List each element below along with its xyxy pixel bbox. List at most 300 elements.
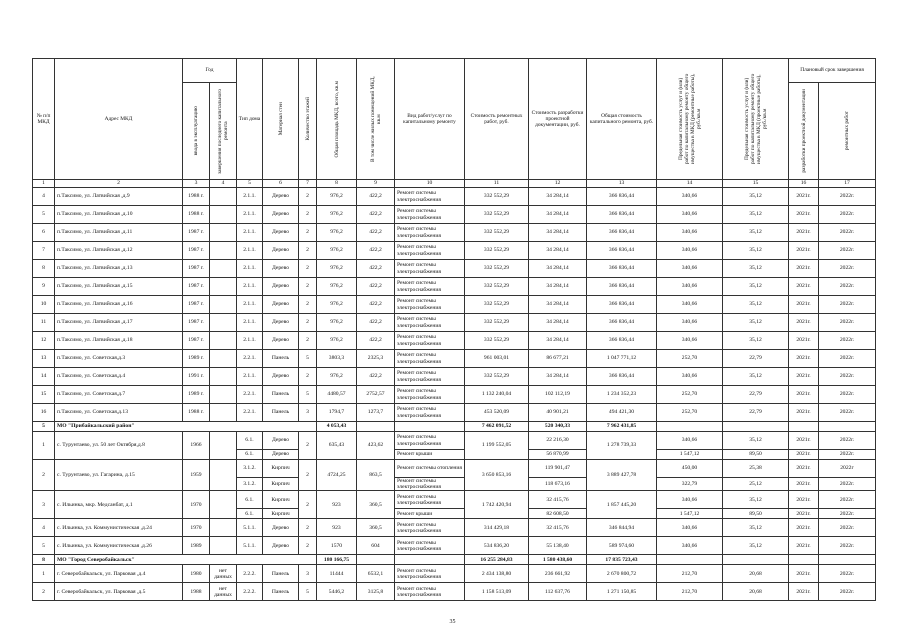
limit-cost-2: 35,12 [723, 260, 789, 278]
row-number: 5 [33, 537, 55, 555]
column-number: 15 [723, 180, 789, 188]
address: п.Таксимо, ул. Латвийская ,д.18 [55, 332, 183, 350]
row-number: 1 [33, 565, 55, 583]
address: п.Таксимо, ул. Советская,д.7 [55, 386, 183, 404]
year-last-repair [210, 386, 237, 404]
year-last-repair [210, 350, 237, 368]
table-cell [210, 432, 237, 460]
total-area: 4724,25 [317, 460, 357, 491]
table-row [33, 537, 876, 555]
year-built: 1989 г. [183, 386, 210, 404]
work-type: Ремонт системы электроснабжения [395, 432, 465, 450]
subtotal-name: МО "Город Северобайкальск" [55, 555, 317, 565]
plan-design: 2021г. [789, 368, 819, 386]
table-body [33, 188, 876, 601]
address: п.Таксимо, ул. Латвийская ,д.10 [55, 206, 183, 224]
plan-repair: 2022г. [819, 350, 876, 368]
address: п.Таксимо, ул. Латвийская ,д.16 [55, 296, 183, 314]
header-repair-cost: Стоимость ремонтных работ, руб. [465, 59, 529, 180]
year-built: 1959 [183, 460, 210, 491]
repair-cost: 332 552,29 [465, 188, 529, 206]
plan-repair: 2022г. [819, 519, 876, 537]
floors: 2 [299, 491, 317, 519]
table-row [33, 314, 876, 332]
house-type: 5.1.1. [237, 519, 263, 537]
living-area: 422,2 [357, 296, 395, 314]
address: п.Таксимо, ул. Латвийская ,д.17 [55, 314, 183, 332]
row-number: 11 [33, 314, 55, 332]
design-cost: 40 901,21 [529, 404, 587, 422]
house-type: 6.1. [237, 509, 263, 519]
floors: 2 [299, 224, 317, 242]
plan-repair: 2022г. [819, 583, 876, 601]
work-type: Ремонт системы электроснабжения [395, 386, 465, 404]
table-cell [657, 422, 723, 432]
row-number: 13 [33, 350, 55, 368]
limit-cost-2: 35,12 [723, 491, 789, 509]
plan-design: 2021г. [789, 386, 819, 404]
repair-cost: 1 158 513,09 [465, 583, 529, 601]
repair-cost: 534 836,20 [465, 537, 529, 555]
work-type: Ремонт системы электроснабжения [395, 491, 465, 509]
table-row [33, 519, 876, 537]
header-house-type: Тип дома [237, 59, 263, 180]
header-floors: Количество этажей [299, 59, 317, 180]
wall-material: Дерево [263, 537, 299, 555]
table-row [33, 555, 876, 565]
total-cost: 366 836,44 [587, 278, 657, 296]
column-number: 10 [395, 180, 465, 188]
subtotal-area: 180 166,75 [317, 555, 357, 565]
table-cell [210, 537, 237, 555]
wall-material: Кирпич [263, 509, 299, 519]
limit-cost: 1 547,12 [657, 509, 723, 519]
plan-design: 2021г. [789, 519, 819, 537]
plan-repair: 2022г. [819, 206, 876, 224]
total-area: 3803,3 [317, 350, 357, 368]
wall-material: Кирпич [263, 478, 299, 491]
table-row [33, 260, 876, 278]
house-type: 2.1.1. [237, 224, 263, 242]
work-type: Ремонт системы электроснабжения [395, 368, 465, 386]
document-table-sheet [32, 58, 875, 601]
address: с. Ильинка, мкр. Медсанбат, д.1 [55, 491, 183, 519]
total-area: 976,2 [317, 260, 357, 278]
house-type: 6.1. [237, 491, 263, 509]
plan-repair: 2022г. [819, 509, 876, 519]
page-number: 35 [449, 619, 456, 625]
header-plan-group: Плановый срок завершения [789, 59, 876, 83]
limit-cost: 252,70 [657, 404, 723, 422]
total-cost: 366 836,44 [587, 188, 657, 206]
total-cost: 1 278 739,33 [587, 432, 657, 460]
limit-cost: 340,66 [657, 491, 723, 509]
house-type: 2.1.1. [237, 188, 263, 206]
column-number: 6 [263, 180, 299, 188]
limit-cost-2: 35,12 [723, 314, 789, 332]
repair-cost: 332 552,29 [465, 296, 529, 314]
header-work-type: Вид работ/услуг по капитальному ремонту [395, 59, 465, 180]
limit-cost: 340,66 [657, 188, 723, 206]
repair-cost: 1 199 552,05 [465, 432, 529, 460]
table-row [33, 422, 876, 432]
row-number: 2 [33, 583, 55, 601]
table-row [33, 432, 876, 450]
living-area: 422,2 [357, 224, 395, 242]
address: г. Северобайкальск, ул. Парковая ,д.5 [55, 583, 183, 601]
wall-material: Дерево [263, 332, 299, 350]
address: п.Таксимо, ул. Латвийская ,д.9 [55, 188, 183, 206]
house-type: 6.1. [237, 450, 263, 460]
column-number: 2 [55, 180, 183, 188]
plan-design: 2021г. [789, 537, 819, 555]
total-area: 923 [317, 491, 357, 519]
living-area: 422,2 [357, 332, 395, 350]
design-cost: 34 284,14 [529, 242, 587, 260]
address: г. Северобайкальск, ул. Парковая ,д.4 [55, 565, 183, 583]
limit-cost: 340,66 [657, 242, 723, 260]
plan-design: 2021г. [789, 432, 819, 450]
column-number: 9 [357, 180, 395, 188]
column-number: 11 [465, 180, 529, 188]
plan-repair: 2022г. [819, 260, 876, 278]
header-wall-material: Материал стен [263, 59, 299, 180]
total-area: 976,2 [317, 332, 357, 350]
year-built: 1970 [183, 519, 210, 537]
house-type: 2.2.1. [237, 404, 263, 422]
subtotal-repair-cost: 7 462 091,52 [465, 422, 529, 432]
table-cell [723, 555, 789, 565]
living-area: 1273,7 [357, 404, 395, 422]
header-year-last-repair: завершения последнего капитального ремонта [210, 83, 237, 180]
plan-design: 2021г. [789, 314, 819, 332]
total-area: 976,2 [317, 206, 357, 224]
subtotal-area: 4 053,43 [317, 422, 357, 432]
floors: 2 [299, 519, 317, 537]
plan-design: 2021г. [789, 224, 819, 242]
year-built: 1987 г. [183, 314, 210, 332]
plan-design: 2021г. [789, 491, 819, 509]
work-type: Ремонт системы электроснабжения [395, 583, 465, 601]
design-cost: 34 284,14 [529, 278, 587, 296]
design-cost: 34 284,14 [529, 314, 587, 332]
design-cost: 236 661,92 [529, 565, 587, 583]
subtotal-name: МО "Прибайкальский район" [55, 422, 317, 432]
address: п.Таксимо, ул. Советская,д.13 [55, 404, 183, 422]
limit-cost: 340,66 [657, 537, 723, 555]
house-type: 2.1.1. [237, 296, 263, 314]
limit-cost-2: 35,12 [723, 368, 789, 386]
column-number: 3 [183, 180, 210, 188]
floors: 2 [299, 260, 317, 278]
table-row [33, 491, 876, 509]
year-built: 1988 [183, 583, 210, 601]
column-number: 13 [587, 180, 657, 188]
limit-cost-2: 89,50 [723, 509, 789, 519]
total-cost: 3 889 427,78 [587, 460, 657, 491]
wall-material: Дерево [263, 368, 299, 386]
design-cost: 82 608,50 [529, 509, 587, 519]
row-number: 4 [33, 188, 55, 206]
plan-design: 2021г. [789, 332, 819, 350]
subtotal-number: 5 [33, 422, 55, 432]
table-cell [395, 555, 465, 565]
living-area: 3125,8 [357, 583, 395, 601]
column-number: 12 [529, 180, 587, 188]
design-cost: 112 637,76 [529, 583, 587, 601]
plan-repair: 2022г. [819, 386, 876, 404]
address: п.Таксимо, ул. Латвийская ,д.12 [55, 242, 183, 260]
house-type: 3.1.2. [237, 460, 263, 478]
floors: 3 [299, 404, 317, 422]
year-built: 1989 г. [183, 350, 210, 368]
limit-cost: 212,70 [657, 583, 723, 601]
plan-repair: 2022г. [819, 332, 876, 350]
limit-cost-2: 22,79 [723, 350, 789, 368]
column-number-row [33, 180, 876, 188]
floors: 2 [299, 206, 317, 224]
plan-design: 2021г. [789, 460, 819, 478]
wall-material: Дерево [263, 224, 299, 242]
limit-cost: 1 547,12 [657, 450, 723, 460]
repair-cost: 332 552,29 [465, 260, 529, 278]
total-cost: 366 836,44 [587, 242, 657, 260]
plan-design: 2021г. [789, 509, 819, 519]
limit-cost: 252,70 [657, 350, 723, 368]
work-type: Ремонт системы электроснабжения [395, 519, 465, 537]
plan-repair: 2022г. [819, 478, 876, 491]
table-row [33, 278, 876, 296]
limit-cost: 340,66 [657, 206, 723, 224]
plan-design: 2021г. [789, 296, 819, 314]
total-cost: 366 836,44 [587, 314, 657, 332]
house-type: 2.1.1. [237, 368, 263, 386]
total-cost: 346 844,94 [587, 519, 657, 537]
table-cell [789, 422, 819, 432]
living-area: 2752,57 [357, 386, 395, 404]
limit-cost-2: 35,12 [723, 537, 789, 555]
table-cell [723, 422, 789, 432]
total-cost: 366 836,44 [587, 224, 657, 242]
living-area: 422,2 [357, 242, 395, 260]
header-year-group: Год [183, 59, 237, 83]
living-area: 422,2 [357, 260, 395, 278]
work-type: Ремонт системы электроснабжения [395, 332, 465, 350]
living-area: 423,62 [357, 432, 395, 460]
floors: 2 [299, 242, 317, 260]
year-last-repair [210, 296, 237, 314]
living-area: 360,5 [357, 491, 395, 519]
limit-cost-2: 35,12 [723, 278, 789, 296]
table-row [33, 565, 876, 583]
plan-repair: 2022г. [819, 278, 876, 296]
row-number: 8 [33, 260, 55, 278]
house-type: 2.1.1. [237, 278, 263, 296]
table-row [33, 224, 876, 242]
living-area: 863,5 [357, 460, 395, 491]
total-area: 976,2 [317, 224, 357, 242]
plan-design: 2021г. [789, 350, 819, 368]
year-built: 1987 г. [183, 278, 210, 296]
header-plan-design: разработки проектной документации [789, 83, 819, 180]
limit-cost: 340,66 [657, 519, 723, 537]
floors: 5 [299, 386, 317, 404]
floors: 2 [299, 314, 317, 332]
limit-cost-2: 35,12 [723, 224, 789, 242]
year-built: 1966 [183, 432, 210, 460]
total-cost: 1 857 445,20 [587, 491, 657, 519]
header-limit-cost: Предельная стоимость услуг и (или) работ по капитальному ремонту общего имущества в МКД (ремонтные работы), руб./кв.м [657, 59, 723, 180]
work-type: Ремонт системы электроснабжения [395, 350, 465, 368]
year-last-repair [210, 242, 237, 260]
work-type: Ремонт системы электроснабжения [395, 224, 465, 242]
total-area: 635,43 [317, 432, 357, 460]
repair-cost: 1 742 420,94 [465, 491, 529, 519]
total-area: 976,2 [317, 278, 357, 296]
year-last-repair [210, 404, 237, 422]
repair-cost: 332 552,29 [465, 224, 529, 242]
header-total-area: Общая площадь МКД, всего, кв.м [317, 59, 357, 180]
work-type: Ремонт системы электроснабжения [395, 314, 465, 332]
total-area: 1570 [317, 537, 357, 555]
year-last-repair: нет данных [210, 565, 237, 583]
wall-material: Дерево [263, 314, 299, 332]
year-built: 1989 [183, 537, 210, 555]
design-cost: 34 284,14 [529, 368, 587, 386]
header-limit-cost-2: Предельная стоимость услуг и (или) работ по капитальному ремонту общего имущества в МКД (проектные работы), руб./кв.м [723, 59, 789, 180]
limit-cost-2: 89,50 [723, 450, 789, 460]
total-area: 976,2 [317, 242, 357, 260]
plan-repair: 2022г. [819, 296, 876, 314]
column-number: 7 [299, 180, 317, 188]
total-cost: 2 670 800,72 [587, 565, 657, 583]
table-cell [357, 422, 395, 432]
plan-design: 2021г. [789, 404, 819, 422]
address: п.Таксимо, ул. Латвийская ,д.11 [55, 224, 183, 242]
work-type: Ремонт системы электроснабжения [395, 478, 465, 491]
table-row [33, 386, 876, 404]
table-cell [357, 555, 395, 565]
plan-repair: 2022г [819, 460, 876, 478]
wall-material: Дерево [263, 450, 299, 460]
limit-cost-2: 22,79 [723, 386, 789, 404]
repair-cost: 332 552,29 [465, 332, 529, 350]
total-cost: 589 974,60 [587, 537, 657, 555]
house-type: 2.1.1. [237, 260, 263, 278]
repair-cost: 332 552,29 [465, 368, 529, 386]
address: п.Таксимо, ул. Советская,д.3 [55, 350, 183, 368]
table-cell [210, 519, 237, 537]
repair-cost: 332 552,29 [465, 278, 529, 296]
header-col-2: Адрес МКД [55, 59, 183, 180]
house-type: 2.2.2. [237, 565, 263, 583]
year-built: 1970 [183, 491, 210, 519]
year-last-repair [210, 188, 237, 206]
subtotal-number: 8 [33, 555, 55, 565]
plan-design: 2021г. [789, 278, 819, 296]
limit-cost-2: 20,68 [723, 565, 789, 583]
wall-material: Панель [263, 565, 299, 583]
column-number: 17 [819, 180, 876, 188]
limit-cost-2: 35,12 [723, 296, 789, 314]
limit-cost: 340,66 [657, 314, 723, 332]
living-area: 422,2 [357, 188, 395, 206]
table-row [33, 296, 876, 314]
limit-cost-2: 35,12 [723, 432, 789, 450]
repair-cost: 3 650 853,16 [465, 460, 529, 491]
plan-repair: 2022г. [819, 242, 876, 260]
work-type: Ремонт крыши [395, 450, 465, 460]
total-cost: 1 234 352,23 [587, 386, 657, 404]
design-cost: 34 284,14 [529, 188, 587, 206]
total-cost: 366 836,44 [587, 260, 657, 278]
year-last-repair [210, 260, 237, 278]
design-cost: 119 901,47 [529, 460, 587, 478]
design-cost: 34 284,14 [529, 224, 587, 242]
total-cost: 366 836,44 [587, 296, 657, 314]
design-cost: 32 415,76 [529, 491, 587, 509]
plan-repair: 2022г. [819, 491, 876, 509]
year-last-repair [210, 368, 237, 386]
column-number: 8 [317, 180, 357, 188]
limit-cost: 322,79 [657, 478, 723, 491]
table-row [33, 206, 876, 224]
house-type: 6.1. [237, 432, 263, 450]
table-cell [819, 555, 876, 565]
row-number: 9 [33, 278, 55, 296]
house-type: 2.1.1. [237, 242, 263, 260]
total-cost: 366 836,44 [587, 368, 657, 386]
floors: 2 [299, 332, 317, 350]
total-cost: 1 271 150,85 [587, 583, 657, 601]
repair-cost: 332 552,29 [465, 314, 529, 332]
table-row [33, 368, 876, 386]
design-cost: 55 138,40 [529, 537, 587, 555]
row-number: 10 [33, 296, 55, 314]
year-built: 1987 г. [183, 332, 210, 350]
work-type: Ремонт системы электроснабжения [395, 188, 465, 206]
total-area: 976,2 [317, 314, 357, 332]
address: п.Таксимо, ул. Латвийская ,д.13 [55, 260, 183, 278]
plan-repair: 2022г. [819, 450, 876, 460]
work-type: Ремонт системы электроснабжения [395, 296, 465, 314]
living-area: 422,2 [357, 206, 395, 224]
house-type: 2.2.1. [237, 386, 263, 404]
table-cell [395, 422, 465, 432]
plan-design: 2021г. [789, 242, 819, 260]
plan-design: 2021г. [789, 450, 819, 460]
row-number: 6 [33, 224, 55, 242]
design-cost: 22 216,30 [529, 432, 587, 450]
work-type: Ремонт системы электроснабжения [395, 278, 465, 296]
row-number: 14 [33, 368, 55, 386]
work-type: Ремонт системы отопления [395, 460, 465, 478]
floors: 2 [299, 188, 317, 206]
plan-design: 2021г. [789, 565, 819, 583]
plan-repair: 2022г. [819, 404, 876, 422]
wall-material: Панель [263, 350, 299, 368]
header-plan-repair: ремонтных работ [819, 83, 876, 180]
wall-material: Дерево [263, 519, 299, 537]
year-built: 1980 [183, 565, 210, 583]
table-row [33, 404, 876, 422]
floors: 2 [299, 368, 317, 386]
living-area: 2325,3 [357, 350, 395, 368]
subtotal-design-cost: 1 580 438,60 [529, 555, 587, 565]
floors: 5 [299, 583, 317, 601]
limit-cost: 340,66 [657, 368, 723, 386]
year-last-repair [210, 332, 237, 350]
